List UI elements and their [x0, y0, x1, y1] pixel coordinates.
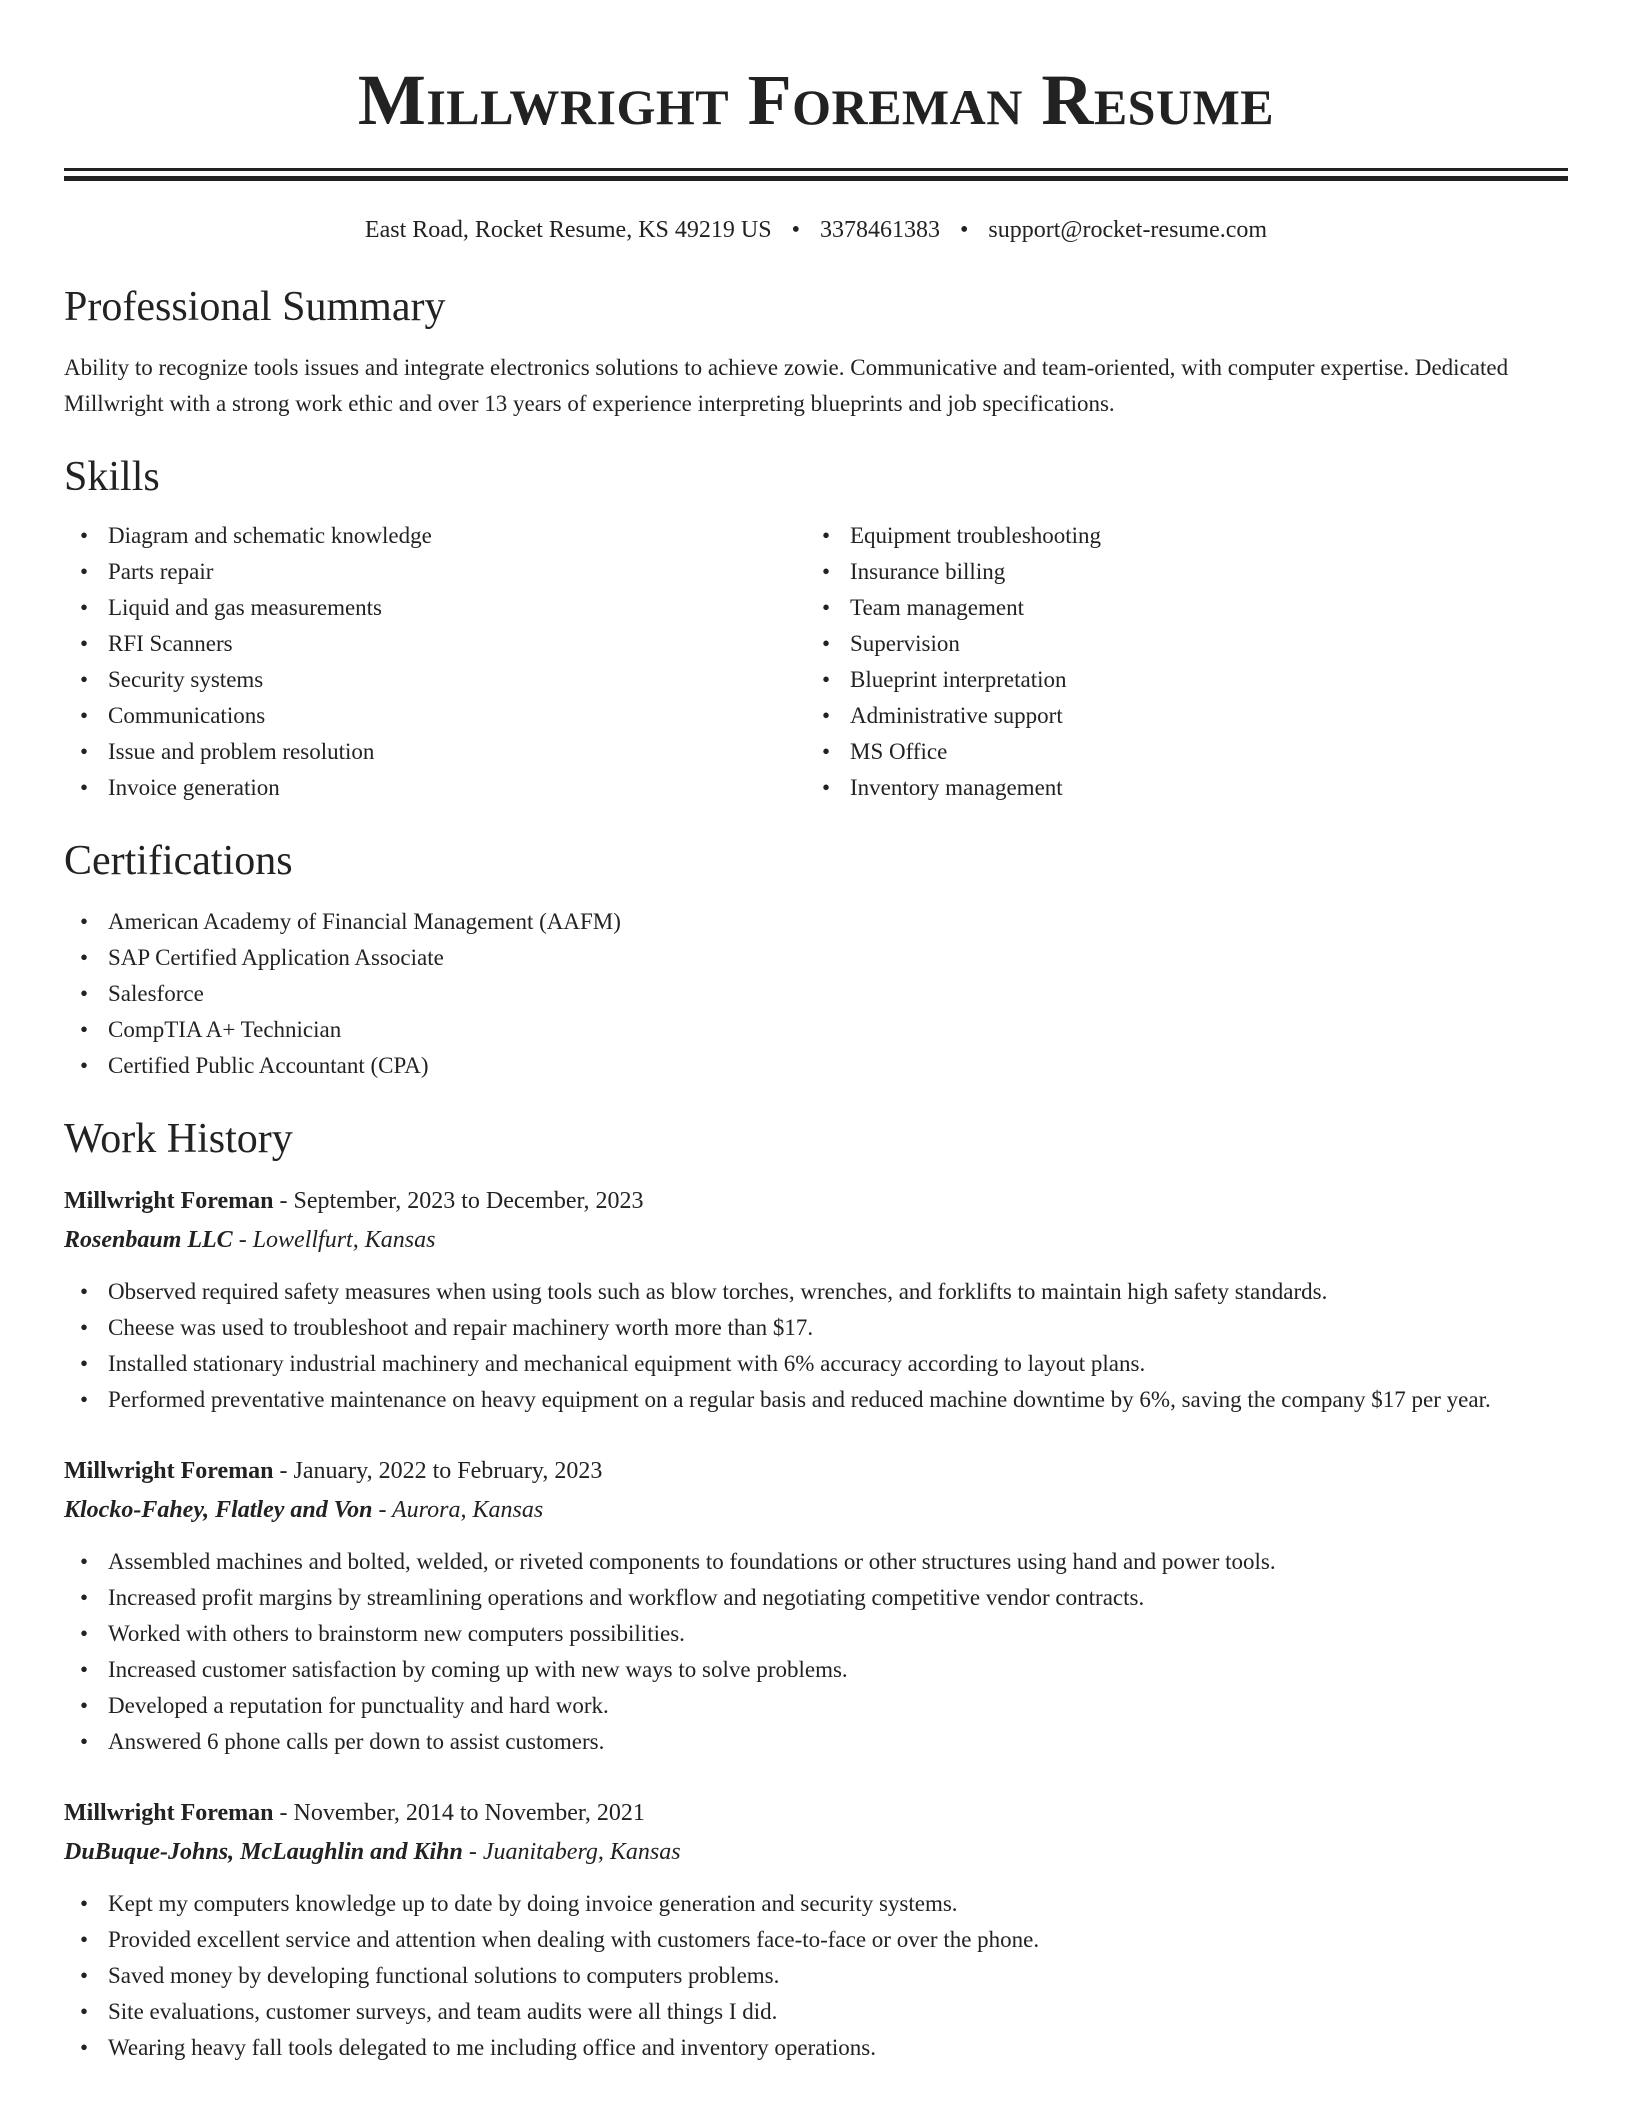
job-company: Rosenbaum LLC	[64, 1227, 233, 1253]
job-entry	[64, 1794, 1568, 2066]
job-company-line	[64, 1491, 1568, 1530]
certifications-heading: Certifications	[64, 838, 293, 884]
job-dash: -	[273, 1188, 294, 1214]
job-bullet: • Kept my computers knowledge up to date by doing invoice generation and security systems.	[64, 1886, 1568, 1922]
job-title: Millwright Foreman	[64, 1458, 274, 1484]
job-company: Klocko-Fahey, Flatley and Von	[64, 1497, 373, 1523]
job-dash: -	[273, 1800, 294, 1826]
summary-heading: Professional Summary	[64, 284, 446, 330]
skill-item: • Blueprint interpretation	[806, 662, 1548, 698]
job-dates: September, 2023 to December, 2023	[293, 1188, 644, 1214]
contact-email: support@rocket-resume.com	[988, 217, 1268, 243]
skill-item: • Diagram and schematic knowledge	[64, 518, 806, 554]
job-bullet: • Installed stationary industrial machinery and mechanical equipment with 6% accuracy according to layout plans.	[64, 1346, 1568, 1382]
job-entry	[64, 1452, 1568, 1760]
title-divider-thick	[64, 176, 1568, 181]
job-dates: January, 2022 to February, 2023	[293, 1458, 603, 1484]
skills-list-right	[806, 518, 1548, 806]
skill-item: • Invoice generation	[64, 770, 806, 806]
skill-item: • Communications	[64, 698, 806, 734]
job-company-line	[64, 1833, 1568, 1872]
certification-item: • American Academy of Financial Management (AAFM)	[64, 904, 1568, 940]
job-dash: -	[273, 1458, 294, 1484]
job-location: Juanitaberg, Kansas	[482, 1839, 681, 1865]
contact-separator: •	[791, 217, 800, 243]
certifications-list	[64, 904, 1568, 1084]
job-bullets	[64, 1544, 1568, 1760]
job-location: Lowellfurt, Kansas	[252, 1227, 436, 1253]
job-bullet: • Site evaluations, customer surveys, and team audits were all things I did.	[64, 1994, 1568, 2030]
resume-title: Millwright Foreman Resume	[357, 60, 1275, 140]
skill-item: • Supervision	[806, 626, 1548, 662]
job-title: Millwright Foreman	[64, 1188, 274, 1214]
job-location: Aurora, Kansas	[392, 1497, 544, 1523]
title-divider-thin	[64, 168, 1568, 171]
skills-columns	[64, 518, 1568, 806]
job-bullet: • Cheese was used to troubleshoot and repair machinery worth more than $17.	[64, 1310, 1568, 1346]
job-dash: -	[232, 1227, 253, 1253]
job-company: DuBuque-Johns, McLaughlin and Kihn	[64, 1839, 463, 1865]
skill-item: • Insurance billing	[806, 554, 1548, 590]
job-dash: -	[372, 1497, 393, 1523]
contact-line	[64, 217, 1568, 244]
job-bullets	[64, 1274, 1568, 1418]
job-bullet: • Assembled machines and bolted, welded, or riveted components to foundations or other structures using hand and power tools.	[64, 1544, 1568, 1580]
job-bullet: • Provided excellent service and attention when dealing with customers face-to-face or over the phone.	[64, 1922, 1568, 1958]
certification-item: • Certified Public Accountant (CPA)	[64, 1048, 1568, 1084]
work-history-section	[64, 1118, 1568, 2066]
job-dates: November, 2014 to November, 2021	[293, 1800, 645, 1826]
job-bullets	[64, 1886, 1568, 2066]
job-company-line	[64, 1221, 1568, 1260]
skill-item: • Team management	[806, 590, 1548, 626]
skill-item: • MS Office	[806, 734, 1548, 770]
job-bullet: • Wearing heavy fall tools delegated to me including office and inventory operations.	[64, 2030, 1568, 2066]
job-bullet: • Saved money by developing functional solutions to computers problems.	[64, 1958, 1568, 1994]
job-bullet: • Worked with others to brainstorm new computers possibilities.	[64, 1616, 1568, 1652]
certification-item: • SAP Certified Application Associate	[64, 940, 1568, 976]
skill-item: • RFI Scanners	[64, 626, 806, 662]
contact-separator: •	[959, 217, 969, 243]
skills-section	[64, 456, 1568, 806]
certification-item: • CompTIA A+ Technician	[64, 1012, 1568, 1048]
certification-item: • Salesforce	[64, 976, 1568, 1012]
job-bullet: • Observed required safety measures when using tools such as blow torches, wrenches, and forklifts to maintain high safety standards.	[64, 1274, 1568, 1310]
job-bullet: • Developed a reputation for punctuality and hard work.	[64, 1688, 1568, 1724]
job-header	[64, 1182, 1568, 1221]
job-title: Millwright Foreman	[64, 1800, 274, 1826]
job-entry	[64, 1182, 1568, 1418]
skills-heading: Skills	[64, 454, 160, 500]
skill-item: • Equipment troubleshooting	[806, 518, 1548, 554]
summary-section	[64, 286, 1568, 422]
job-bullet: • Performed preventative maintenance on heavy equipment on a regular basis and reduced machine downtime by 6%, saving the company $17 per year.	[64, 1382, 1568, 1418]
skills-list-left	[64, 518, 806, 806]
skill-item: • Administrative support	[806, 698, 1548, 734]
job-dash: -	[462, 1839, 483, 1865]
certifications-section	[64, 840, 1568, 1084]
job-header	[64, 1794, 1568, 1833]
contact-phone: 3378461383	[819, 217, 940, 243]
job-header	[64, 1452, 1568, 1491]
job-bullet: • Increased customer satisfaction by coming up with new ways to solve problems.	[64, 1652, 1568, 1688]
skill-item: • Parts repair	[64, 554, 806, 590]
contact-address: East Road, Rocket Resume, KS 49219 US	[364, 217, 772, 243]
skill-item: • Inventory management	[806, 770, 1548, 806]
skill-item: • Liquid and gas measurements	[64, 590, 806, 626]
job-bullet: • Answered 6 phone calls per down to assist customers.	[64, 1724, 1568, 1760]
skill-item: • Security systems	[64, 662, 806, 698]
skill-item: • Issue and problem resolution	[64, 734, 806, 770]
summary-text: Ability to recognize tools issues and integrate electronics solutions to achieve zowie. Communicative and team-oriented, with computer expertise. Dedicated Millwright with a strong work ethic and over 13 years of experience interpreting blueprints and job specifications.	[64, 355, 1509, 416]
work-history-heading: Work History	[64, 1116, 293, 1162]
job-bullet: • Increased profit margins by streamlining operations and workflow and negotiating competitive vendor contracts.	[64, 1580, 1568, 1616]
